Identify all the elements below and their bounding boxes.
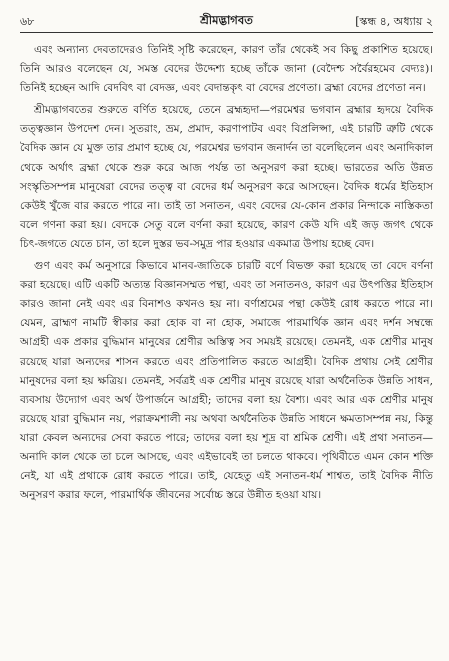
page-body xyxy=(20,41,433,505)
book-title: শ্রীমদ্ভাগবত xyxy=(200,13,253,27)
page-header xyxy=(20,10,433,33)
paragraph: এবং অন্যান্য দেবতাদেরও তিনিই সৃষ্টি করেছেন, কারণ তাঁর থেকেই সব কিছু প্রকাশিত হয়েছে। তিনি আরও বলেছেন যে, সমস্ত বেদের উদ্দেশ্য হচ্ছে তাঁকে জানা (বেদৈশ্চ সর্বৈরহমেব বেদ্যঃ)। তিনিই হচ্ছেন আদি বেদবিৎ বা বেদজ্ঞ, এবং বেদান্তকৃৎ বা বেদের প্রণেতা। ব্রহ্মা বেদের প্রণেতা নন। xyxy=(20,44,433,95)
page-number: ৬৮ xyxy=(20,15,35,28)
section-reference: [স্কন্ধ ৪, অধ্যায় ২ xyxy=(355,15,433,28)
paragraph: গুণ এবং কর্ম অনুসারে কিভাবে মানব-জাতিকে চারটি বর্ণে বিভক্ত করা হয়েছে তা বেদে বর্ণনা করা হয়েছে। এটি একটি অত্যন্ত বিজ্ঞানসম্মত পন্থা, এবং তা সনাতনও, কারণ এর উৎপত্তির ইতিহাস কারও জানা নেই এবং এর বিনাশও কখনও হয় না। বর্ণাশ্রমের পন্থা কেউই রোধ করতে পারে না। যেমন, ব্রাহ্মণ নামটি স্বীকার করা হোক বা না হোক, সমাজে পারমার্থিক জ্ঞান এবং দর্শন সম্বন্ধে আগ্রহী এক প্রকার বুদ্ধিমান মানুষের শ্রেণীর অস্তিত্ব সব সময়ই রয়েছে। তেমনই, এক শ্রেণীর মানুষ রয়েছে যারা অন্যদের শাসন করতে এবং প্রতিপালিত করতে আগ্রহী। বৈদিক প্রথায় সেই শ্রেণীর মানুষদের বলা হয় ক্ষত্রিয়। তেমনই, সর্বত্রই এক শ্রেণীর মানুষ রয়েছে যারা অর্থনৈতিক উন্নতি সাধন, ব্যবসায় উদ্যোগ এবং অর্থ উপার্জনে আগ্রহী; তাদের বলা হয় বৈশ্য। এবং আর এক শ্রেণীর মানুষ রয়েছে যারা বুদ্ধিমান নয়, পরাক্রমশালী নয় অথবা অর্থনৈতিক উন্নতি সাধনে ক্ষমতাসম্পন্ন নয়, কিন্তু যারা কেবল অন্যদের সেবা করতে পারে; তাদের বলা হয় শূদ্র বা শ্রমিক শ্রেণী। এই প্রথা সনাতন—অনাদি কাল থেকে তা চলে আসছে, এবং এইভাবেই তা চলতে থাকবে। পৃথিবীতে এমন কোন শক্তি নেই, যা এই প্রথাকে রোধ করতে পারে। তাই, যেহেতু এই সনাতন-ধর্ম শাশ্বত, তাই বৈদিক নীতি অনুসরণ করার ফলে, পারমার্থিক জীবনের সর্বোচ্চ স্তরে উন্নীত হওয়া যায়। xyxy=(20,260,433,502)
paragraph: শ্রীমদ্ভাগবতের শুরুতে বর্ণিত হয়েছে, তেনে ব্রহ্মহৃদা—পরমেশ্বর ভগবান ব্রহ্মার হৃদয়ে বৈদিক তত্ত্বজ্ঞান উপদেশ দেন। সুতরাং, ভ্রম, প্রমাদ, করণাপাটব এবং বিপ্রলিপ্সা, এই চারটি ত্রুটি থেকে বৈদিক জ্ঞান যে মুক্ত তার প্রমাণ হচ্ছে যে, পরমেশ্বর ভগবান জনার্দন তা বলেছিলেন এবং অনাদিকাল থেকে অর্থাৎ ব্রহ্মা থেকে শুরু করে আজ পর্যন্ত তা অনুসরণ করা হচ্ছে। ভারতের অতি উন্নত সংস্কৃতিসম্পন্ন মানুষেরা বেদের তত্ত্ব বা বেদের ধর্ম অনুসরণ করে আসছেন। বৈদিক ধর্মের ইতিহাস কেউই খুঁজে বার করতে পারে না। তাই তা সনাতন, এবং বেদের যে-কোন প্রকার নিন্দাকে নাস্তিকতা বলে গণনা করা হয়। বেদকে সেতু বলে বর্ণনা করা হয়েছে, কারণ কেউ যদি এই জড় জগৎ থেকে চিৎ-জগতে যেতে চান, তা হলে দুস্তর ভব-সমুদ্র পার হওয়ার একমাত্র উপায় হচ্ছে বেদ। xyxy=(20,104,433,250)
